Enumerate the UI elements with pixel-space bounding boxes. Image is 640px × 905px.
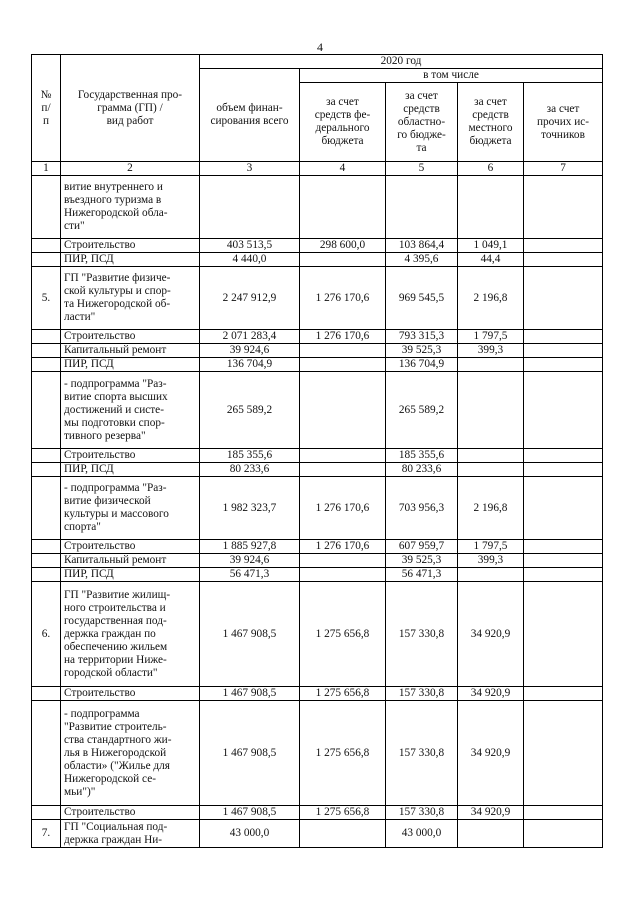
local-amount: 1 049,1 — [458, 239, 524, 253]
federal-amount: 298 600,0 — [300, 239, 386, 253]
other-amount — [524, 239, 603, 253]
row-number — [32, 568, 61, 582]
federal-amount — [300, 358, 386, 372]
program-name: - подпрограмма "Раз- витие физической культуры и массового спорта" — [61, 477, 200, 540]
other-amount — [524, 568, 603, 582]
federal-amount — [300, 176, 386, 239]
program-name: ПИР, ПСД — [61, 358, 200, 372]
column-number: 5 — [386, 162, 458, 176]
table-row — [32, 449, 603, 463]
program-name: ГП "Развитие физиче- ской культуры и спор- та Нижегородской об- ласти" — [61, 267, 200, 330]
row-number — [32, 253, 61, 267]
other-amount — [524, 358, 603, 372]
local-amount — [458, 176, 524, 239]
header-local: за счет средств местного бюджета — [458, 83, 524, 162]
regional-amount: 703 956,3 — [386, 477, 458, 540]
table-row — [32, 267, 603, 330]
row-number — [32, 330, 61, 344]
local-amount: 34 920,9 — [458, 582, 524, 687]
other-amount — [524, 267, 603, 330]
total-amount: 2 247 912,9 — [200, 267, 300, 330]
column-number: 4 — [300, 162, 386, 176]
other-amount — [524, 253, 603, 267]
regional-amount: 103 864,4 — [386, 239, 458, 253]
column-number: 3 — [200, 162, 300, 176]
total-amount: 1 467 908,5 — [200, 806, 300, 820]
header-program: Государственная про- грамма (ГП) / вид работ — [61, 55, 200, 162]
table-row — [32, 253, 603, 267]
row-number — [32, 372, 61, 449]
regional-amount: 39 525,3 — [386, 344, 458, 358]
total-amount: 185 355,6 — [200, 449, 300, 463]
regional-amount: 4 395,6 — [386, 253, 458, 267]
table-row — [32, 806, 603, 820]
program-name: - подпрограмма "Развитие строитель- ства стандартного жи- лья в Нижегородской области» ("Жилье для Нижегородской се- мьи")" — [61, 701, 200, 806]
other-amount — [524, 540, 603, 554]
federal-amount: 1 275 656,8 — [300, 806, 386, 820]
local-amount — [458, 358, 524, 372]
regional-amount: 157 330,8 — [386, 806, 458, 820]
regional-amount: 80 233,6 — [386, 463, 458, 477]
local-amount — [458, 372, 524, 449]
federal-amount: 1 275 656,8 — [300, 687, 386, 701]
table-row — [32, 820, 603, 848]
program-name: - подпрограмма "Раз- витие спорта высших достижений и систе- мы подготовки спор- тивного резерва" — [61, 372, 200, 449]
row-number: 6. — [32, 582, 61, 687]
other-amount — [524, 372, 603, 449]
federal-amount: 1 276 170,6 — [300, 330, 386, 344]
regional-amount — [386, 176, 458, 239]
regional-amount: 157 330,8 — [386, 582, 458, 687]
federal-amount — [300, 253, 386, 267]
row-number — [32, 687, 61, 701]
table-row — [32, 463, 603, 477]
header-row-number: № п/ п — [32, 55, 61, 162]
table-row — [32, 477, 603, 540]
local-amount — [458, 449, 524, 463]
federal-amount — [300, 554, 386, 568]
total-amount: 1 982 323,7 — [200, 477, 300, 540]
regional-amount: 56 471,3 — [386, 568, 458, 582]
other-amount — [524, 330, 603, 344]
total-amount: 4 440,0 — [200, 253, 300, 267]
total-amount: 403 513,5 — [200, 239, 300, 253]
local-amount: 1 797,5 — [458, 330, 524, 344]
regional-amount: 607 959,7 — [386, 540, 458, 554]
federal-amount: 1 276 170,6 — [300, 267, 386, 330]
program-name: Строительство — [61, 687, 200, 701]
regional-amount: 43 000,0 — [386, 820, 458, 848]
other-amount — [524, 806, 603, 820]
other-amount — [524, 449, 603, 463]
row-number: 7. — [32, 820, 61, 848]
total-amount: 39 924,6 — [200, 554, 300, 568]
row-number — [32, 540, 61, 554]
row-number — [32, 239, 61, 253]
row-number — [32, 358, 61, 372]
column-number: 6 — [458, 162, 524, 176]
regional-amount: 157 330,8 — [386, 687, 458, 701]
federal-amount — [300, 449, 386, 463]
federal-amount: 1 276 170,6 — [300, 540, 386, 554]
table-row — [32, 239, 603, 253]
regional-amount: 39 525,3 — [386, 554, 458, 568]
other-amount — [524, 687, 603, 701]
table-row — [32, 540, 603, 554]
total-amount: 136 704,9 — [200, 358, 300, 372]
total-amount: 2 071 283,4 — [200, 330, 300, 344]
program-name: ГП "Социальная под- держка граждан Ни- — [61, 820, 200, 848]
header-other: за счет прочих ис- точников — [524, 83, 603, 162]
financing-table — [31, 54, 603, 848]
program-name: Строительство — [61, 239, 200, 253]
total-amount: 43 000,0 — [200, 820, 300, 848]
row-number — [32, 449, 61, 463]
program-name: Строительство — [61, 806, 200, 820]
row-number — [32, 806, 61, 820]
total-amount: 1 467 908,5 — [200, 687, 300, 701]
local-amount: 34 920,9 — [458, 701, 524, 806]
program-name: витие внутреннего и въездного туризма в Нижегородской обла- сти" — [61, 176, 200, 239]
row-number: 5. — [32, 267, 61, 330]
table-row — [32, 554, 603, 568]
local-amount: 2 196,8 — [458, 477, 524, 540]
program-name: Строительство — [61, 449, 200, 463]
program-name: ПИР, ПСД — [61, 463, 200, 477]
table-row — [32, 176, 603, 239]
total-amount: 80 233,6 — [200, 463, 300, 477]
regional-amount: 969 545,5 — [386, 267, 458, 330]
federal-amount — [300, 372, 386, 449]
local-amount: 399,3 — [458, 344, 524, 358]
regional-amount: 157 330,8 — [386, 701, 458, 806]
federal-amount — [300, 463, 386, 477]
table-row — [32, 687, 603, 701]
regional-amount: 793 315,3 — [386, 330, 458, 344]
column-number: 2 — [61, 162, 200, 176]
total-amount: 1 885 927,8 — [200, 540, 300, 554]
federal-amount: 1 275 656,8 — [300, 701, 386, 806]
program-name: ГП "Развитие жилищ- ного строительства и государственная под- держка граждан по обеспечению жильем на территории Ниже- городской области" — [61, 582, 200, 687]
local-amount: 34 920,9 — [458, 687, 524, 701]
federal-amount: 1 276 170,6 — [300, 477, 386, 540]
header-regional: за счет средств областно- го бюдже- та — [386, 83, 458, 162]
program-name: ПИР, ПСД — [61, 568, 200, 582]
header-year: 2020 год — [200, 55, 603, 69]
row-number — [32, 701, 61, 806]
program-name: Строительство — [61, 540, 200, 554]
federal-amount — [300, 820, 386, 848]
program-name: Капитальный ремонт — [61, 344, 200, 358]
table-row — [32, 372, 603, 449]
regional-amount: 136 704,9 — [386, 358, 458, 372]
federal-amount — [300, 568, 386, 582]
table-row — [32, 568, 603, 582]
local-amount: 2 196,8 — [458, 267, 524, 330]
table-row — [32, 358, 603, 372]
total-amount: 56 471,3 — [200, 568, 300, 582]
total-amount — [200, 176, 300, 239]
local-amount — [458, 568, 524, 582]
regional-amount: 265 589,2 — [386, 372, 458, 449]
other-amount — [524, 582, 603, 687]
table-row — [32, 582, 603, 687]
row-number — [32, 463, 61, 477]
other-amount — [524, 176, 603, 239]
local-amount: 1 797,5 — [458, 540, 524, 554]
federal-amount: 1 275 656,8 — [300, 582, 386, 687]
program-name: Капитальный ремонт — [61, 554, 200, 568]
row-number — [32, 477, 61, 540]
column-number-row — [32, 162, 603, 176]
other-amount — [524, 477, 603, 540]
local-amount: 399,3 — [458, 554, 524, 568]
column-number: 7 — [524, 162, 603, 176]
total-amount: 265 589,2 — [200, 372, 300, 449]
other-amount — [524, 344, 603, 358]
total-amount: 1 467 908,5 — [200, 701, 300, 806]
table-row — [32, 330, 603, 344]
total-amount: 1 467 908,5 — [200, 582, 300, 687]
local-amount — [458, 820, 524, 848]
local-amount: 34 920,9 — [458, 806, 524, 820]
other-amount — [524, 463, 603, 477]
other-amount — [524, 820, 603, 848]
row-number — [32, 176, 61, 239]
header-in-total: в том числе — [300, 69, 603, 83]
other-amount — [524, 554, 603, 568]
table-row — [32, 344, 603, 358]
row-number — [32, 344, 61, 358]
program-name: ПИР, ПСД — [61, 253, 200, 267]
other-amount — [524, 701, 603, 806]
federal-amount — [300, 344, 386, 358]
row-number — [32, 554, 61, 568]
header-total: объем финан- сирования всего — [200, 69, 300, 162]
column-number: 1 — [32, 162, 61, 176]
local-amount — [458, 463, 524, 477]
local-amount: 44,4 — [458, 253, 524, 267]
header-federal: за счет средств фе- дерального бюджета — [300, 83, 386, 162]
regional-amount: 185 355,6 — [386, 449, 458, 463]
page-number: 4 — [317, 40, 323, 54]
program-name: Строительство — [61, 330, 200, 344]
table-row — [32, 701, 603, 806]
total-amount: 39 924,6 — [200, 344, 300, 358]
